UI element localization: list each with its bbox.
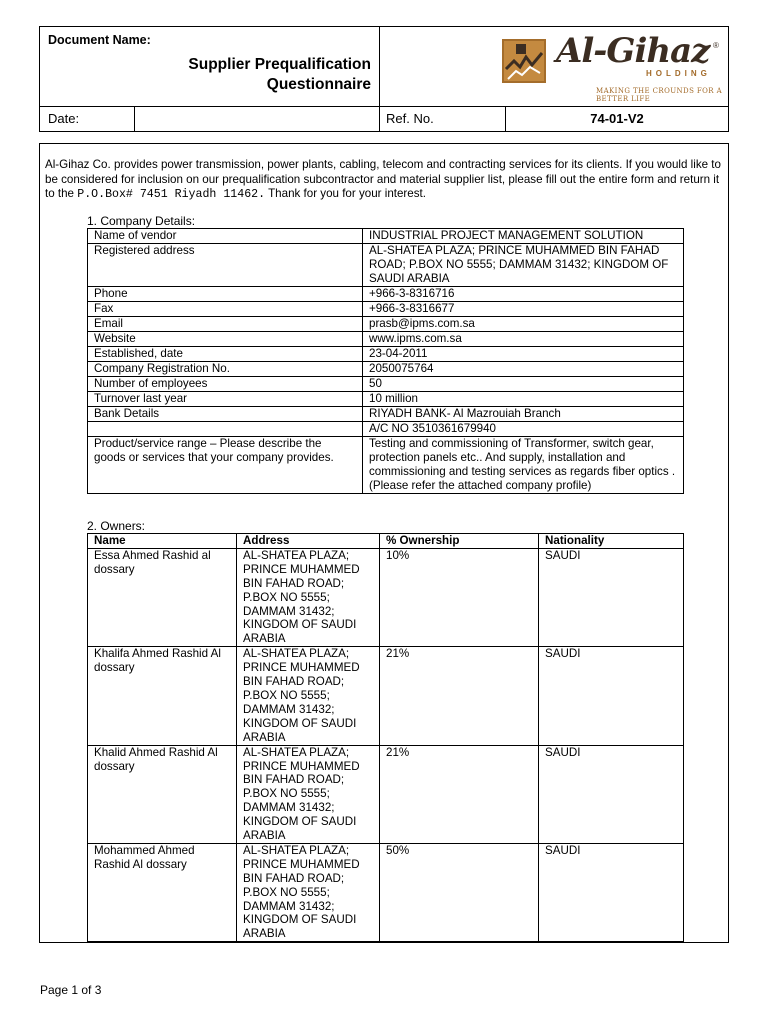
owner-address: AL-SHATEA PLAZA; PRINCE MUHAMMED BIN FAHAD ROAD; P.BOX NO 5555; DAMMAM 31432; KINGDOM OF SAUDI ARABIA [237,843,380,941]
column-header-name: Name [88,534,237,549]
logo-emblem-icon [502,39,546,83]
column-header-nationality: Nationality [539,534,684,549]
owner-ownership: 50% [380,843,539,941]
company-detail-row [88,332,684,347]
owner-address: AL-SHATEA PLAZA; PRINCE MUHAMMED BIN FAHAD ROAD; P.BOX NO 5555; DAMMAM 31432; KINGDOM OF SAUDI ARABIA [237,548,380,646]
owner-address: AL-SHATEA PLAZA; PRINCE MUHAMMED BIN FAHAD ROAD; P.BOX NO 5555; DAMMAM 31432; KINGDOM OF SAUDI ARABIA [237,647,380,745]
document-body [39,143,729,943]
company-detail-value: +966-3-8316677 [363,302,684,317]
company-detail-label: Name of vendor [88,229,363,244]
owner-ownership: 10% [380,548,539,646]
owners-header-row [88,534,684,549]
company-detail-value: A/C NO 3510361679940 [363,422,684,437]
company-detail-label: Email [88,317,363,332]
header-divider [379,27,380,131]
intro-text-part-2: Thank for you for your interest. [265,187,426,201]
company-detail-row [88,422,684,437]
owner-nationality: SAUDI [539,843,684,941]
intro-paragraph [45,158,721,203]
logo-registered-mark: ® [713,41,719,50]
document-title [40,55,371,95]
document-title-line-1: Supplier Prequalification [188,56,371,73]
logo-tagline: MAKING THE CROUNDS FOR A BETTER LIFE [596,87,723,103]
intro-po-box: P.O.Box# 7451 Riyadh 11462. [77,188,266,202]
owner-row [88,647,684,745]
company-detail-value: RIYADH BANK- Al Mazrouiah Branch [363,407,684,422]
owner-name: Khalifa Ahmed Rashid Al dossary [88,647,237,745]
page-number: Page 1 of 3 [40,983,102,997]
company-detail-label: Company Registration No. [88,362,363,377]
logo-brand-text: Al-Gihaz [556,31,710,71]
company-detail-row [88,317,684,332]
company-detail-value: 23-04-2011 [363,347,684,362]
owners-heading: 2. Owners: [87,519,146,533]
owner-ownership: 21% [380,647,539,745]
owner-ownership: 21% [380,745,539,843]
date-label: Date: [48,111,80,126]
header-divider [40,106,728,107]
company-detail-row [88,377,684,392]
owner-nationality: SAUDI [539,548,684,646]
company-detail-row [88,437,684,494]
company-detail-label: Number of employees [88,377,363,392]
company-detail-label: Turnover last year [88,392,363,407]
owner-row [88,843,684,941]
company-detail-row [88,229,684,244]
owner-nationality: SAUDI [539,647,684,745]
owner-row [88,548,684,646]
company-detail-label: Bank Details [88,407,363,422]
company-details-heading: 1. Company Details: [87,214,196,228]
company-detail-row [88,407,684,422]
company-detail-row [88,362,684,377]
company-detail-label: Fax [88,302,363,317]
owners-table [87,533,684,942]
header-divider [134,106,135,131]
intro-text-part-1: Al-Gihaz Co. provides power transmission, power plants, cabling, telecom and contracting services for its clients. If you would like to be considered for inclusion on our prequalification subcontractor and material supplier list, please fill out the entire form and return it to the [45,158,721,201]
company-logo [500,31,725,103]
company-detail-value: 10 million [363,392,684,407]
company-detail-value: prasb@ipms.com.sa [363,317,684,332]
company-detail-row [88,287,684,302]
company-detail-value: INDUSTRIAL PROJECT MANAGEMENT SOLUTION [363,229,684,244]
company-detail-value: +966-3-8316716 [363,287,684,302]
company-detail-label [88,422,363,437]
company-detail-row [88,244,684,287]
owner-nationality: SAUDI [539,745,684,843]
column-header-ownership: % Ownership [380,534,539,549]
owner-name: Mohammed Ahmed Rashid Al dossary [88,843,237,941]
document-title-line-2: Questionnaire [266,76,371,93]
company-detail-value: www.ipms.com.sa [363,332,684,347]
owner-row [88,745,684,843]
company-detail-value: AL-SHATEA PLAZA; PRINCE MUHAMMED BIN FAHAD ROAD; P.BOX NO 5555; DAMMAM 31432; KINGDOM OF SAUDI ARABIA [363,244,684,287]
company-detail-label: Website [88,332,363,347]
ref-no-value: 74-01-V2 [590,111,644,126]
company-detail-label: Phone [88,287,363,302]
owner-name: Essa Ahmed Rashid al dossary [88,548,237,646]
company-detail-value: Testing and commissioning of Transformer, switch gear, protection panels etc.. And supply, installation and commissioning and testing services as regards fiber optics .(Please refer the attached company profile) [363,437,684,494]
owner-name: Khalid Ahmed Rashid Al dossary [88,745,237,843]
ref-no-label: Ref. No. [386,111,434,126]
company-detail-row [88,347,684,362]
company-details-table [87,228,684,494]
company-detail-label: Product/service range – Please describe the goods or services that your company provides. [88,437,363,494]
logo-subtitle: HOLDING [646,69,711,78]
document-header [39,26,729,132]
owner-address: AL-SHATEA PLAZA; PRINCE MUHAMMED BIN FAHAD ROAD; P.BOX NO 5555; DAMMAM 31432; KINGDOM OF SAUDI ARABIA [237,745,380,843]
company-detail-label: Established, date [88,347,363,362]
column-header-address: Address [237,534,380,549]
company-detail-value: 50 [363,377,684,392]
document-name-label: Document Name: [48,33,151,47]
company-detail-label: Registered address [88,244,363,287]
company-detail-row [88,392,684,407]
company-detail-value: 2050075764 [363,362,684,377]
company-detail-row [88,302,684,317]
